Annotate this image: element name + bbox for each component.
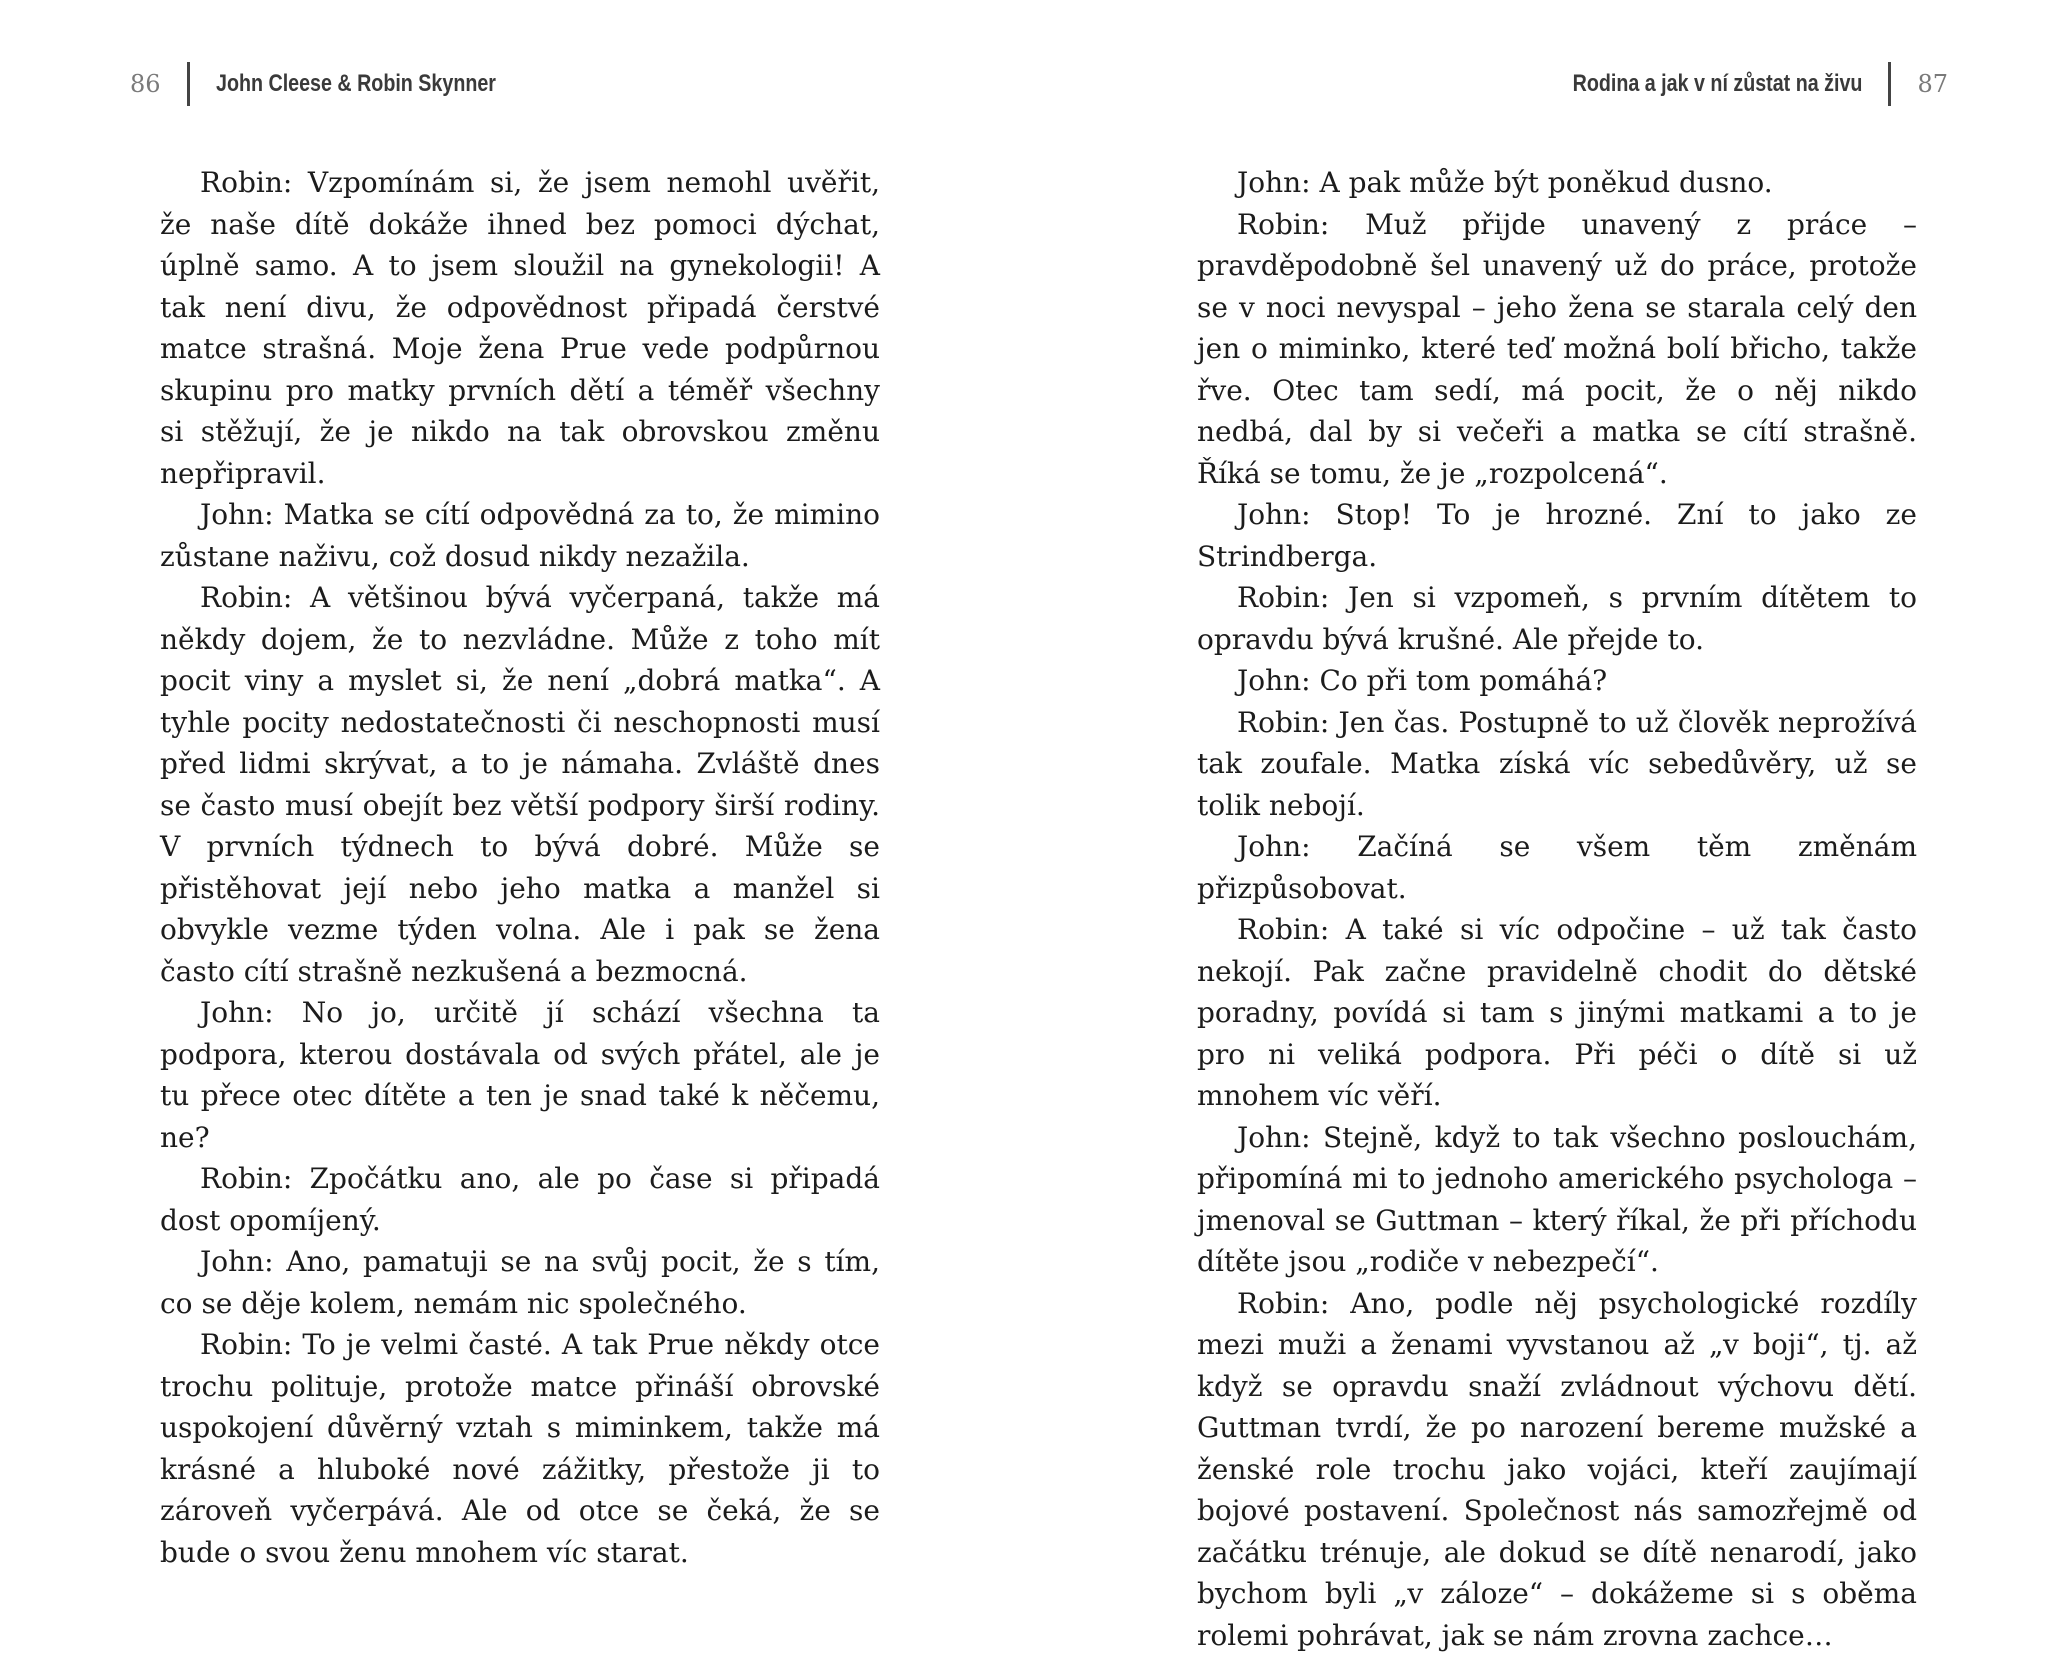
paragraph: Robin: A většinou bývá vyčerpaná, takže má někdy dojem, že to nezvládne. Může z toho mít pocit viny a myslet si, že není „dobrá matka“. A tyhle pocity nedostatečnosti či neschopnosti musí před lidmi skrývat, a to je námaha. Zvláště dnes se často musí obejít bez větší podpory širší rodiny. V prvních týdnech to bývá dobré. Může se přistěhovat její nebo jeho matka a manžel si obvykle vezme týden volna. Ale i pak se žena často cítí strašně nezkušená a bezmocná. <box>160 577 880 992</box>
page-number: 87 <box>1917 70 1948 98</box>
paragraph: John: Stejně, když to tak všechno poslouchám, připomíná mi to jednoho amerického psychologa – jmenoval se Guttman – který říkal, že při příchodu dítěte jsou „rodiče v nebezpečí“. <box>1197 1117 1917 1283</box>
paragraph: Robin: A také si víc odpočine – už tak často nekojí. Pak začne pravidelně chodit do dětské poradny, povídá si tam s jinými matkami a to je pro ni veliká podpora. Při péči o dítě si už mnohem víc věří. <box>1197 909 1917 1117</box>
page-number: 86 <box>130 70 161 98</box>
paragraph: John: A pak může být poněkud dusno. <box>1197 162 1917 204</box>
paragraph: John: Matka se cítí odpovědná za to, že mimino zůstane naživu, což dosud nikdy nezažila. <box>160 494 880 577</box>
running-head-title: Rodina a jak v ní zůstat na živu <box>1573 70 1863 98</box>
left-page-body <box>160 162 880 1573</box>
paragraph: John: Stop! To je hrozné. Zní to jako ze Strindberga. <box>1197 494 1917 577</box>
paragraph: Robin: Jen čas. Postupně to už člověk neprožívá tak zoufale. Matka získá víc sebedůvěry, už se tolik nebojí. <box>1197 702 1917 827</box>
left-page-header <box>130 60 557 108</box>
running-head-authors: John Cleese & Robin Skynner <box>216 70 496 98</box>
paragraph: John: Co při tom pomáhá? <box>1197 660 1917 702</box>
paragraph: John: No jo, určitě jí schází všechna ta podpora, kterou dostávala od svých přátel, ale je tu přece otec dítěte a ten je snad také k něčemu, ne? <box>160 992 880 1158</box>
paragraph: Robin: Vzpomínám si, že jsem nemohl uvěřit, že naše dítě dokáže ihned bez pomoci dýchat, úplně samo. A to jsem sloužil na gynekologii! A tak není divu, že odpovědnost připadá čerstvé matce strašná. Moje žena Prue vede podpůrnou skupinu pro matky prvních dětí a téměř všechny si stěžují, že je nikdo na tak obrovskou změnu nepřipravil. <box>160 162 880 494</box>
header-divider <box>187 62 190 106</box>
paragraph: Robin: To je velmi časté. A tak Prue někdy otce trochu polituje, protože matce přináší obrovské uspokojení důvěrný vztah s miminkem, takže má krásné a hluboké nové zážitky, přestože ji to zároveň vyčerpává. Ale od otce se čeká, že se bude o svou ženu mnohem víc starat. <box>160 1324 880 1573</box>
header-divider <box>1888 62 1891 106</box>
left-page <box>0 0 1024 1497</box>
paragraph: John: Začíná se všem těm změnám přizpůsobovat. <box>1197 826 1917 909</box>
right-page <box>1024 0 2048 1497</box>
paragraph: Robin: Zpočátku ano, ale po čase si připadá dost opomíjený. <box>160 1158 880 1241</box>
paragraph: Robin: Jen si vzpomeň, s prvním dítětem to opravdu bývá krušné. Ale přejde to. <box>1197 577 1917 660</box>
paragraph: Robin: Ano, podle něj psychologické rozdíly mezi muži a ženami vyvstanou až „v boji“, tj. až když se opravdu snaží zvládnout výchovu dětí. Guttman tvrdí, že po narození bereme mužské a ženské role trochu jako vojáci, kteří zaujímají bojové postavení. Společnost nás samozřejmě od začátku trénuje, ale dokud se dítě nenarodí, jako bychom byli „v záloze“ – dokážeme si s oběma rolemi pohrávat, jak se nám zrovna zachce… <box>1197 1283 1917 1656</box>
paragraph: John: Ano, pamatuji se na svůj pocit, že s tím, co se děje kolem, nemám nic společného. <box>160 1241 880 1324</box>
right-page-header <box>1509 60 1948 108</box>
right-page-body <box>1197 162 1917 1656</box>
paragraph: Robin: Muž přijde unavený z práce – pravděpodobně šel unavený už do práce, protože se v noci nevyspal – jeho žena se starala celý den jen o miminko, které teď možná bolí břicho, takže řve. Otec tam sedí, má pocit, že o něj nikdo nedbá, dal by si večeři a matka se cítí strašně. Říká se tomu, že je „rozpolcená“. <box>1197 204 1917 495</box>
